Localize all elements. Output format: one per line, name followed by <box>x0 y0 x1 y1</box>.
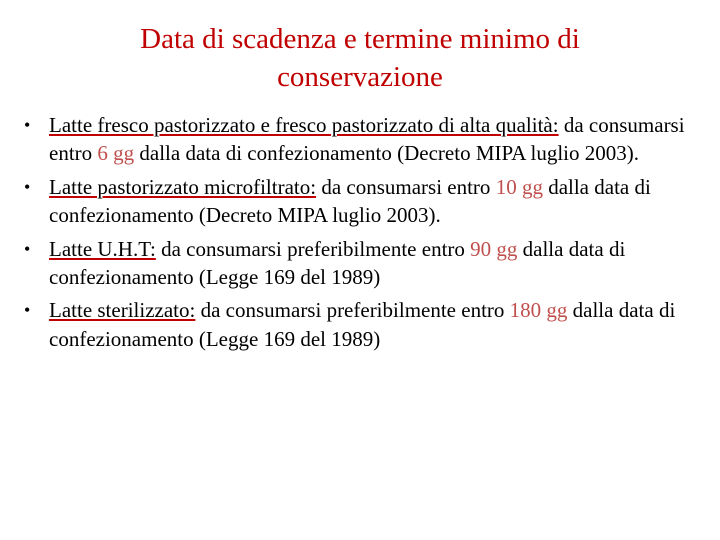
bullet-text-before: da consumarsi entro <box>316 174 496 199</box>
slide-title <box>60 20 660 96</box>
bullet-text-after: dalla data di confezionamento (Decreto MIPA luglio 2003). <box>134 141 639 166</box>
bullet-text-after: dalla data di confezionamento (Legge 169 del 1989) <box>49 236 626 290</box>
bullet-text-before: da consumarsi entro <box>49 113 685 166</box>
bullet-text-after: dalla data di confezionamento (Legge 169 del 1989) <box>49 298 676 351</box>
bullet-item-fresco <box>24 111 704 168</box>
bullet-term: Latte sterilizzato: <box>49 298 196 323</box>
bullet-days-highlight: 10 gg <box>495 174 543 199</box>
bullet-days-highlight: 6 gg <box>97 141 135 166</box>
bullet-text-after: dalla data di confezionamento (Decreto MIPA luglio 2003). <box>49 174 651 228</box>
bullet-item-microfiltrato <box>24 173 704 230</box>
bullet-list <box>24 111 704 358</box>
slide-title-line-2: conservazione <box>277 61 443 93</box>
slide-title-line-1: Data di scadenza e termine minimo di <box>140 23 580 55</box>
bullet-icon: • <box>24 115 31 135</box>
bullet-text-before: da consumarsi preferibilmente entro <box>195 298 510 323</box>
bullet-icon: • <box>24 238 31 259</box>
bullet-term: Latte pastorizzato microfiltrato: <box>49 174 317 199</box>
bullet-item-sterilizzato <box>24 296 704 353</box>
bullet-term: Latte fresco pastorizzato e fresco pastorizzato di alta qualità: <box>49 113 559 137</box>
bullet-text-before: da consumarsi preferibilmente entro <box>155 236 471 261</box>
bullet-icon: • <box>24 176 31 197</box>
bullet-item-uht <box>24 235 704 292</box>
bullet-days-highlight: 180 gg <box>509 298 568 323</box>
bullet-days-highlight: 90 gg <box>470 236 518 261</box>
bullet-term: Latte U.H.T: <box>49 236 156 261</box>
bullet-icon: • <box>24 300 31 321</box>
